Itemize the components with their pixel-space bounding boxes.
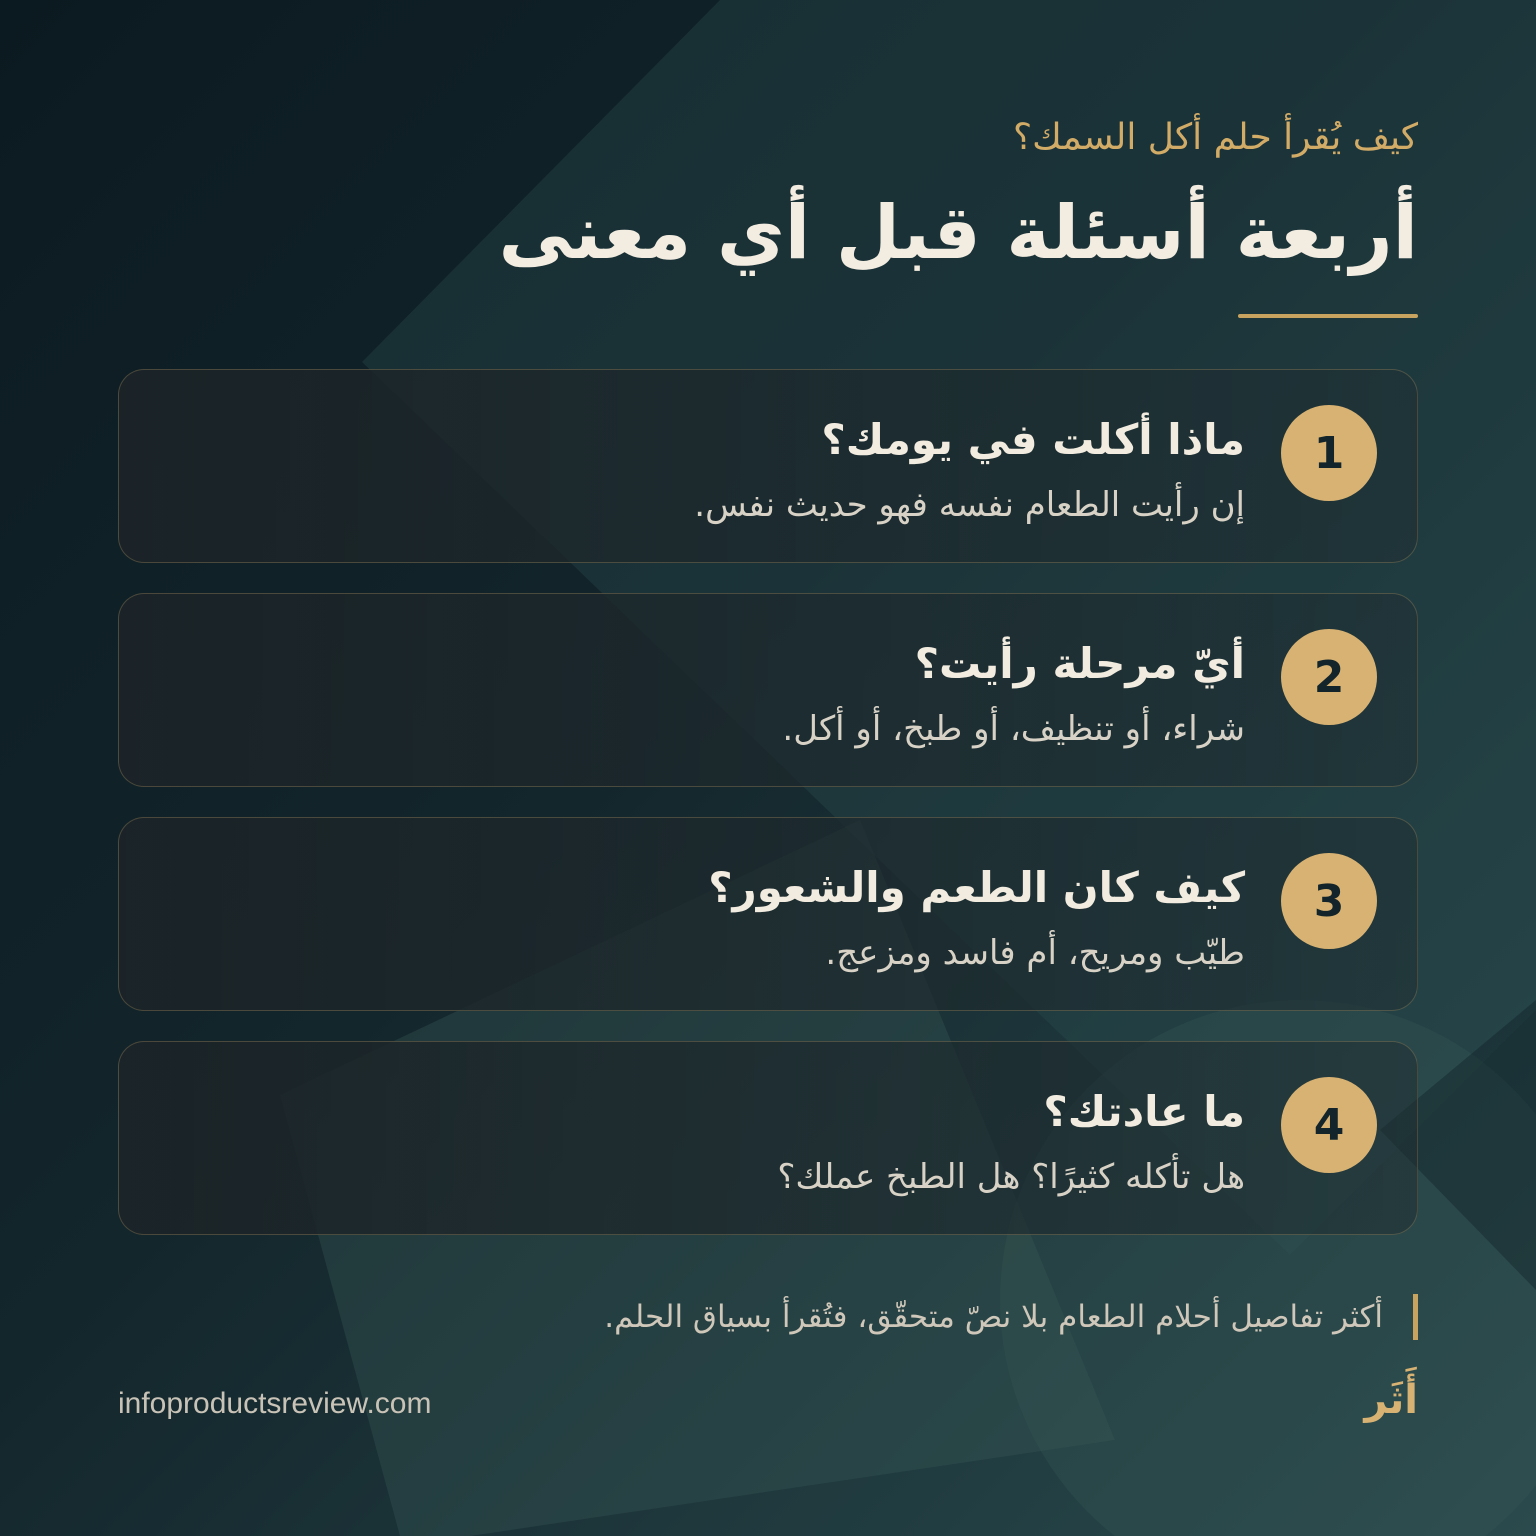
question-card-3 xyxy=(118,817,1418,1011)
number-badge: 3 xyxy=(1281,853,1377,949)
question-card-1 xyxy=(118,369,1418,563)
page-title: أربعة أسئلة قبل أي معنى xyxy=(498,190,1418,276)
question-text: ما عادتك؟ xyxy=(1043,1087,1245,1136)
question-card-2 xyxy=(118,593,1418,787)
question-list xyxy=(118,369,1418,1265)
website-domain: infoproductsreview.com xyxy=(118,1387,432,1420)
question-text: ماذا أكلت في يومك؟ xyxy=(821,415,1245,464)
footnote: أكثر تفاصيل أحلام الطعام بلا نصّ متحقّق، فتُقرأ بسياق الحلم. xyxy=(418,1294,1418,1340)
question-text: كيف كان الطعم والشعور؟ xyxy=(708,863,1245,912)
answer-text: طيّب ومريح، أم فاسد ومزعج. xyxy=(825,933,1245,973)
kicker-subtitle: كيف يُقرأ حلم أكل السمك؟ xyxy=(1012,117,1418,158)
number-badge: 2 xyxy=(1281,629,1377,725)
question-text: أيّ مرحلة رأيت؟ xyxy=(914,639,1245,688)
title-underline xyxy=(1238,314,1418,318)
number-badge: 1 xyxy=(1281,405,1377,501)
answer-text: إن رأيت الطعام نفسه فهو حديث نفس. xyxy=(694,485,1245,525)
question-card-4 xyxy=(118,1041,1418,1235)
number-badge: 4 xyxy=(1281,1077,1377,1173)
answer-text: شراء، أو تنظيف، أو طبخ، أو أكل. xyxy=(782,709,1245,749)
answer-text: هل تأكله كثيرًا؟ هل الطبخ عملك؟ xyxy=(777,1157,1245,1197)
brand-logo: أَثَر xyxy=(1364,1377,1418,1423)
